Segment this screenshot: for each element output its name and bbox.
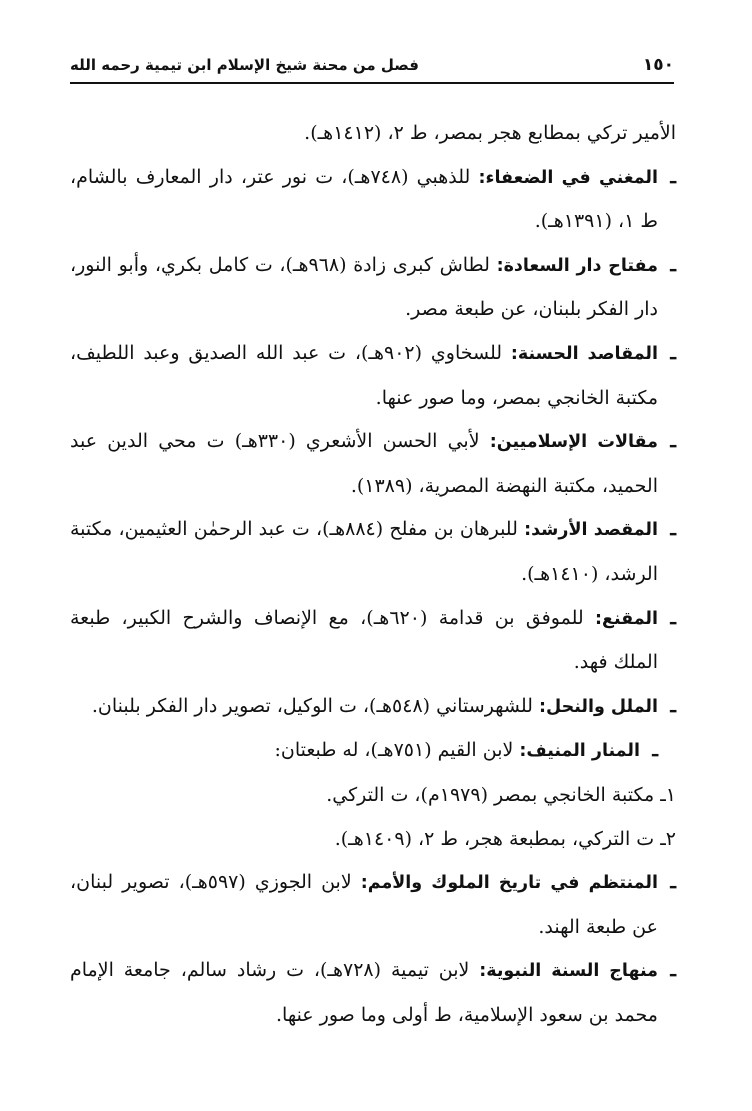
entry-dash: ـ (670, 518, 676, 541)
entry-dash: ـ (670, 606, 676, 629)
list-item (70, 244, 676, 332)
list-item (70, 112, 676, 156)
entry-text: الأمير تركي بمطابع هجر بمصر، ط ٢، (١٤١٢هـ). (304, 122, 676, 144)
entry-text: للشهرستاني (٥٤٨هـ)، ت الوكيل، تصوير دار الفكر بلبنان. (91, 694, 540, 717)
entry-title: المقاصد الحسنة: (510, 343, 659, 364)
page-number: ١٥٠ (642, 55, 674, 75)
bibliography-list (70, 112, 676, 1037)
entry-text: ١ـ مكتبة الخانجي بمصر (١٩٧٩م)، ت التركي. (326, 783, 676, 806)
entry-text: ٢ـ ت التركي، بمطبعة هجر، ط ٢، (١٤٠٩هـ). (334, 827, 676, 850)
running-title: فصل من محنة شيخ الإسلام ابن تيمية رحمه الله (70, 56, 419, 74)
entry-title: الملل والنحل: (539, 696, 658, 717)
entry-title: منهاج السنة النبوية: (479, 961, 658, 982)
entry-title: المنتظم في تاريخ الملوك والأمم: (360, 873, 658, 894)
entry-text: للذهبي (٧٤٨هـ)، ت نور عتر، دار المعارف بالشام، ط ١، (١٣٩١هـ). (70, 165, 658, 233)
page-header (70, 48, 674, 84)
entry-dash: ـ (670, 430, 676, 453)
list-item (70, 332, 676, 420)
list-item (70, 508, 676, 596)
entry-dash: ـ (670, 871, 676, 894)
entry-text: للبرهان بن مفلح (٨٨٤هـ)، ت عبد الرحمٰن العثيمين، مكتبة الرشد، (١٤١٠هـ). (70, 518, 658, 585)
entry-dash: ـ (670, 165, 676, 188)
entry-title: مفتاح دار السعادة: (496, 255, 658, 276)
list-item (70, 861, 676, 949)
sub-list-item (70, 818, 676, 862)
list-item (70, 597, 676, 685)
list-item (70, 420, 676, 508)
entry-text: لابن تيمية (٧٢٨هـ)، ت رشاد سالم، جامعة الإمام محمد بن سعود الإسلامية، ط أولى وما صور عنها. (70, 959, 658, 1026)
entry-dash: ـ (652, 739, 658, 762)
entry-text: للسخاوي (٩٠٢هـ)، ت عبد الله الصديق وعبد اللطيف، مكتبة الخانجي بمصر، وما صور عنها. (70, 341, 658, 409)
list-item (70, 685, 676, 730)
entry-dash: ـ (670, 959, 676, 982)
entry-title: المقنع: (595, 608, 658, 629)
list-item (70, 949, 676, 1037)
entry-dash: ـ (670, 694, 676, 717)
entry-text: لأبي الحسن الأشعري (٣٣٠هـ) ت محي الدين عبد الحميد، مكتبة النهضة المصرية، (١٣٨٩). (70, 430, 658, 497)
entry-text: لابن الجوزي (٥٩٧هـ)، تصوير لبنان، عن طبعة الهند. (70, 871, 658, 938)
entry-title: مقالات الإسلاميين: (489, 432, 658, 453)
entry-text: لابن القيم (٧٥١هـ)، له طبعتان: (274, 739, 520, 762)
list-item (70, 729, 676, 774)
entry-title: المنار المنيف: (519, 741, 640, 762)
entry-text: لطاش كبرى زادة (٩٦٨هـ)، ت كامل بكري، وأبو النور، دار الفكر بلبنان، عن طبعة مصر. (70, 253, 658, 321)
entry-title: المغني في الضعفاء: (478, 167, 659, 188)
sub-list-item (70, 774, 676, 818)
entry-dash: ـ (670, 341, 676, 364)
entry-title: المقصد الأرشد: (524, 520, 658, 541)
entry-text: للموفق بن قدامة (٦٢٠هـ)، مع الإنصاف والشرح الكبير، طبعة الملك فهد. (70, 606, 658, 674)
list-item (70, 156, 676, 244)
entry-dash: ـ (670, 253, 676, 276)
